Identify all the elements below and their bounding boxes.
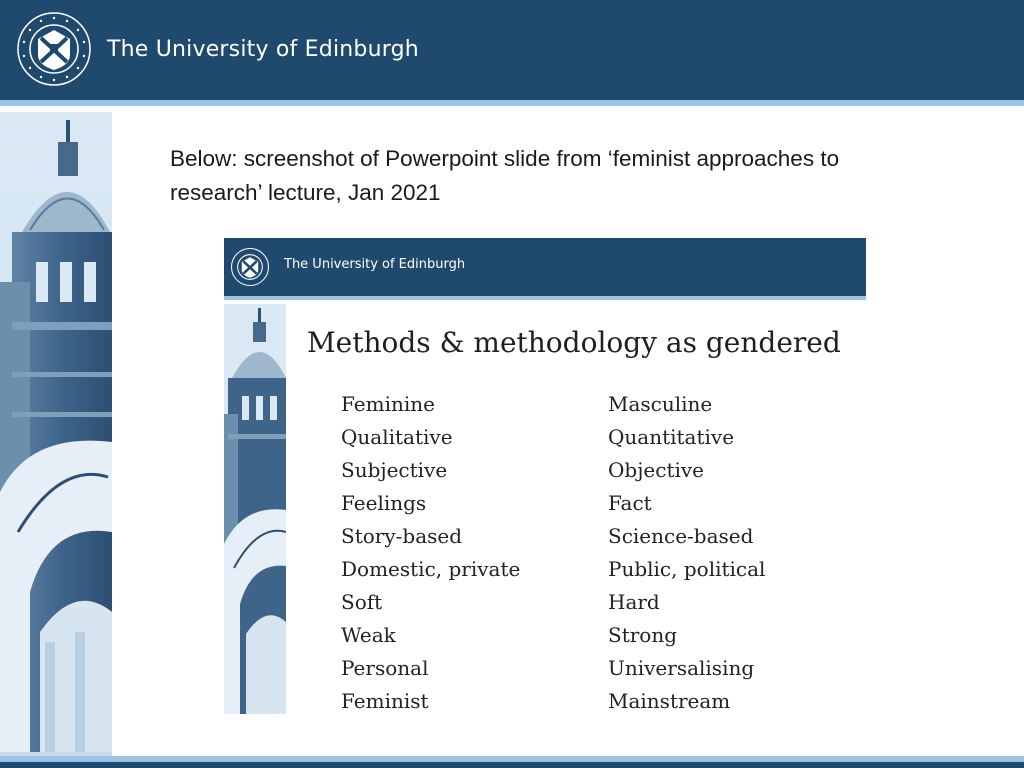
university-name: The University of Edinburgh <box>107 37 419 62</box>
feminine-column-item: Qualitative <box>341 425 453 449</box>
building-dome-image <box>224 304 286 714</box>
feminine-column-item: Personal <box>341 656 429 680</box>
caption-line-1: Below: screenshot of Powerpoint slide from ‘feminist approaches to <box>170 146 840 171</box>
slide-caption <box>170 142 990 210</box>
feminine-column-item: Feminine <box>341 392 435 416</box>
university-crest-icon <box>17 12 91 86</box>
university-crest-icon <box>231 248 269 286</box>
embedded-slide-header <box>224 238 866 296</box>
masculine-column-item: Mainstream <box>608 689 731 713</box>
masculine-column-item: Strong <box>608 623 678 647</box>
building-dome-image <box>0 112 112 756</box>
slide-header <box>0 0 1024 100</box>
feminine-column-item: Feelings <box>341 491 427 515</box>
embedded-header-stripe <box>224 296 866 300</box>
embedded-slide-screenshot <box>224 238 866 714</box>
masculine-column-item: Quantitative <box>608 425 735 449</box>
feminine-column-item: Weak <box>341 623 396 647</box>
masculine-column-item: Hard <box>608 590 660 614</box>
footer-navy-stripe <box>0 762 1024 768</box>
header-accent-stripe <box>0 100 1024 106</box>
feminine-column-item: Feminist <box>341 689 429 713</box>
masculine-column-item: Public, political <box>608 557 766 581</box>
feminine-column <box>341 388 520 714</box>
embedded-university-name: The University of Edinburgh <box>284 257 466 272</box>
feminine-column-item: Story-based <box>341 524 463 548</box>
masculine-column-item: Science-based <box>608 524 754 548</box>
masculine-column-item: Objective <box>608 458 705 482</box>
masculine-column-item: Masculine <box>608 392 713 416</box>
masculine-column-item: Fact <box>608 491 652 515</box>
caption-line-2: research’ lecture, Jan 2021 <box>170 180 441 205</box>
masculine-column-item: Universalising <box>608 656 755 680</box>
feminine-column-item: Domestic, private <box>341 557 521 581</box>
masculine-column <box>608 388 765 714</box>
feminine-column-item: Soft <box>341 590 383 614</box>
embedded-slide-title: Methods & methodology as gendered <box>307 326 841 359</box>
feminine-column-item: Subjective <box>341 458 448 482</box>
